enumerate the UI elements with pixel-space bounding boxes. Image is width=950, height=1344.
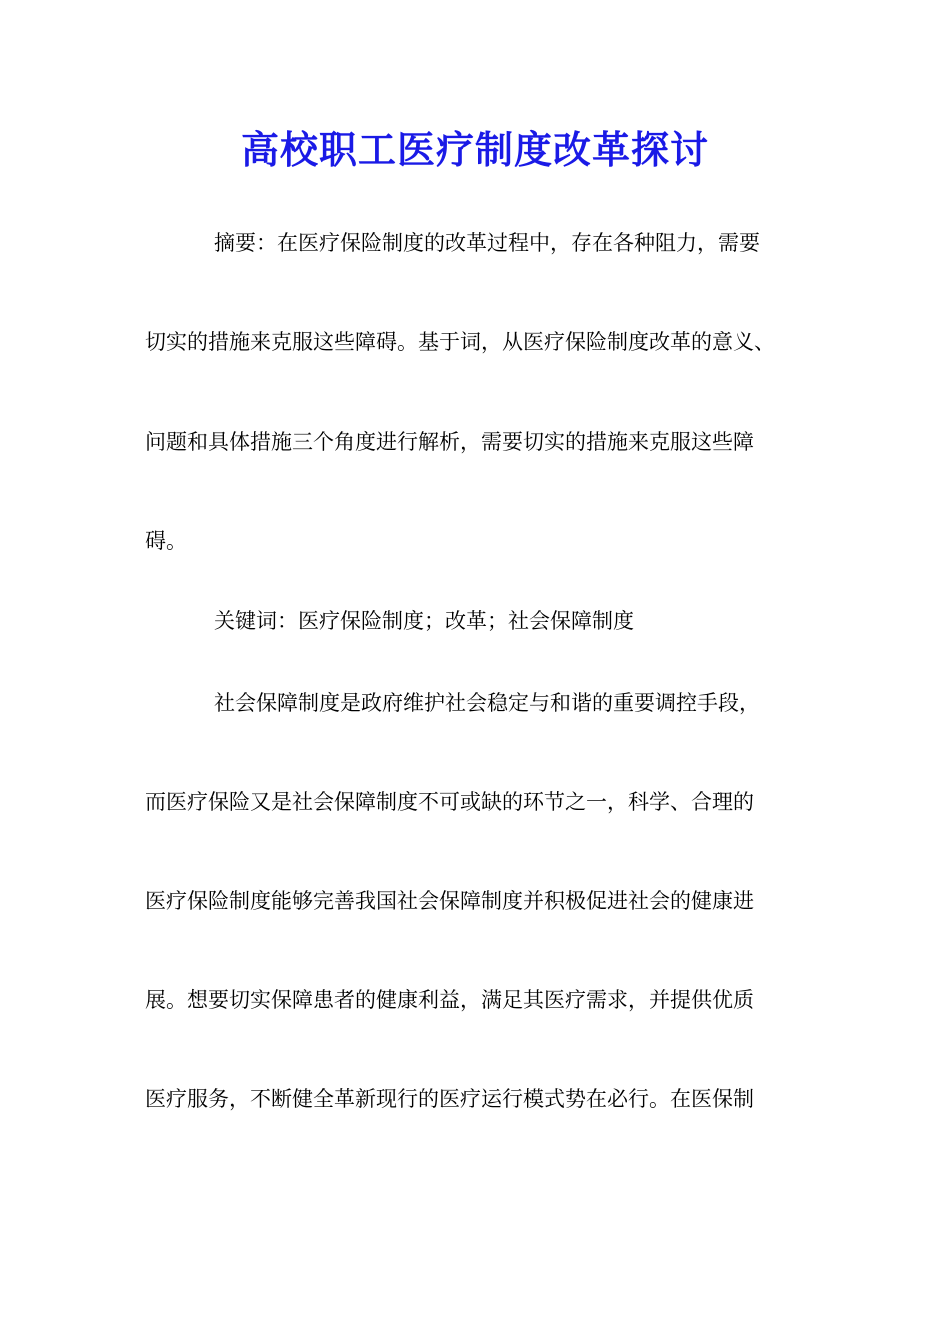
body-line-2: 而医疗保险又是社会保障制度不可或缺的环节之一，科学、合理的 — [145, 790, 754, 814]
body-line-5: 医疗服务，不断健全革新现行的医疗运行模式势在必行。在医保制 — [145, 1087, 754, 1111]
document-title: 高校职工医疗制度改革探讨 — [240, 127, 709, 172]
body-line-4: 展。想要切实保障患者的健康利益，满足其医疗需求，并提供优质 — [145, 988, 754, 1012]
body-line-1: 社会保障制度是政府维护社会稳定与和谐的重要调控手段， — [214, 691, 760, 715]
body-line-3: 医疗保险制度能够完善我国社会保障制度并积极促进社会的健康进 — [145, 889, 754, 913]
abstract-line-4: 碍。 — [145, 529, 187, 553]
abstract-line-3: 问题和具体措施三个角度进行解析，需要切实的措施来克服这些障 — [145, 430, 754, 454]
keywords-line: 关键词：医疗保险制度；改革；社会保障制度 — [214, 609, 634, 633]
abstract-line-1: 摘要：在医疗保险制度的改革过程中，存在各种阻力，需要 — [214, 231, 760, 255]
abstract-line-2: 切实的措施来克服这些障碍。基于词，从医疗保险制度改革的意义、 — [145, 330, 775, 354]
